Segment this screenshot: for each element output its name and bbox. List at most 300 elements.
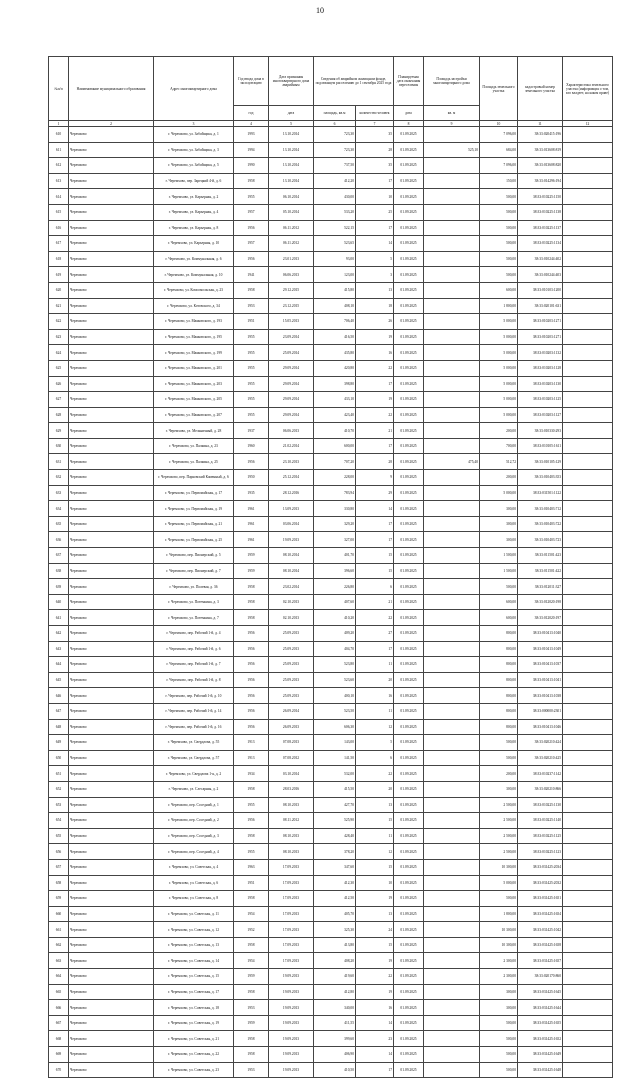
page-number: 10 xyxy=(316,6,324,15)
municipality-cell: Черемхово xyxy=(69,969,154,985)
municipality-cell: Черемхово xyxy=(69,563,154,579)
address-cell: г. Черемхово, ул. Советская, д. 23 xyxy=(154,1062,234,1078)
land-area-intended-cell xyxy=(424,236,480,252)
cadastral-cell: 38:33:010105:1611 xyxy=(518,438,563,454)
date-emergency-cell: 17.09.2013 xyxy=(269,906,314,922)
cadastral-cell: 38:33:020210:424 xyxy=(518,735,563,751)
area-cell: 405,70 xyxy=(314,906,356,922)
planned-date-cell: 01.09.2025 xyxy=(394,376,424,392)
characteristics-cell xyxy=(563,626,613,642)
cadastral-cell: 38:33:000000:2301 xyxy=(518,703,563,719)
cadastral-cell: 38:33:031425:1645 xyxy=(518,984,563,1000)
year-built-cell: 1956 xyxy=(234,641,269,657)
characteristics-cell xyxy=(563,282,613,298)
cadastral-cell: 38:33:010413:1046 xyxy=(518,719,563,735)
address-cell: г. Черемхово, ул. Первомайская, д. 17 xyxy=(154,485,234,501)
address-cell: г. Черемхово, ул. Свердлова, д. 55 xyxy=(154,735,234,751)
table-row xyxy=(49,891,613,907)
residents-cell: 29 xyxy=(356,485,394,501)
characteristics-cell xyxy=(563,891,613,907)
residents-cell: 15 xyxy=(356,937,394,953)
cadastral-cell: 38:33:010225:1137 xyxy=(518,220,563,236)
date-emergency-cell: 25.09.2014 xyxy=(269,345,314,361)
table-row xyxy=(49,438,613,454)
column-number: 2 xyxy=(69,121,154,127)
row-number: 652 xyxy=(49,781,69,797)
address-cell: г. Черемхово, ул. Карьерная, д. 10 xyxy=(154,236,234,252)
row-number: 614 xyxy=(49,189,69,205)
cadastral-cell: 38:33:014296:194 xyxy=(518,173,563,189)
area-cell: 737,50 xyxy=(314,158,356,174)
row-number: 664 xyxy=(49,969,69,985)
municipality-cell: Черемхово xyxy=(69,142,154,158)
residents-cell: 15 xyxy=(356,859,394,875)
date-emergency-cell: 19.09.2013 xyxy=(269,1031,314,1047)
planned-date-cell: 01.09.2025 xyxy=(394,922,424,938)
address-cell: г. Черемхово, ул. Маяковского, д. 195 xyxy=(154,329,234,345)
land-area-intended-cell xyxy=(424,1000,480,1016)
row-number: 647 xyxy=(49,703,69,719)
land-area-cell: 2 300,00 xyxy=(480,969,518,985)
address-cell: г. Черемхово, ул. Советская, д. 14 xyxy=(154,953,234,969)
cadastral-cell: 38:33:031425:1042 xyxy=(518,922,563,938)
cadastral-cell: 38:33:010225:1134 xyxy=(518,236,563,252)
area-cell: 415,50 xyxy=(314,781,356,797)
municipality-cell: Черемхово xyxy=(69,329,154,345)
land-area-intended-cell xyxy=(424,672,480,688)
row-number: 610 xyxy=(49,127,69,143)
land-area-intended-cell xyxy=(424,1047,480,1063)
row-number: 662 xyxy=(49,937,69,953)
characteristics-cell xyxy=(563,314,613,330)
characteristics-cell xyxy=(563,844,613,860)
land-area-cell: 600,00 xyxy=(480,594,518,610)
address-cell: г. Черемхово, ул. Маяковского, д. 207 xyxy=(154,407,234,423)
planned-date-cell: 01.09.2025 xyxy=(394,423,424,439)
year-built-cell: 1963 xyxy=(234,859,269,875)
residents-cell: 19 xyxy=(356,329,394,345)
area-cell: 404,70 xyxy=(314,641,356,657)
year-built-cell: 1955 xyxy=(234,407,269,423)
table-row xyxy=(49,360,613,376)
row-number: 631 xyxy=(49,454,69,470)
cadastral-cell: 38:33:012011:327 xyxy=(518,579,563,595)
cadastral-cell: 38:33:010225:1123 xyxy=(518,844,563,860)
address-cell: г. Черемхово, ул. Маяковского, д. 201 xyxy=(154,360,234,376)
land-area-cell: 684,00 xyxy=(480,142,518,158)
table-row xyxy=(49,376,613,392)
header-characteristics: Характеристика земельного участка (информация о том, кто владеет, на каком праве) xyxy=(563,57,613,121)
characteristics-cell xyxy=(563,641,613,657)
municipality-cell: Черемхово xyxy=(69,1000,154,1016)
address-cell: г. Черемхово, пер. Соседний, д. 2 xyxy=(154,813,234,829)
address-cell: г. Черемхово, ул. Коммунальная, д. 10 xyxy=(154,267,234,283)
planned-date-cell: 01.09.2025 xyxy=(394,501,424,517)
address-cell: г. Черемхово, пер. Рабочий 1-й, д. 10 xyxy=(154,688,234,704)
date-emergency-cell: 29.09.2014 xyxy=(269,407,314,423)
planned-date-cell: 01.09.2025 xyxy=(394,1000,424,1016)
characteristics-cell xyxy=(563,407,613,423)
land-area-intended-cell xyxy=(424,657,480,673)
land-area-intended-cell xyxy=(424,891,480,907)
land-area-cell: 5 000,00 xyxy=(480,392,518,408)
table-row xyxy=(49,984,613,1000)
date-emergency-cell: 25.09.2013 xyxy=(269,657,314,673)
year-built-cell: 1959 xyxy=(234,969,269,985)
land-area-cell: 600,00 xyxy=(480,282,518,298)
table-row xyxy=(49,626,613,642)
land-area-intended-cell xyxy=(424,688,480,704)
municipality-cell: Черемхово xyxy=(69,859,154,875)
area-cell: 412,30 xyxy=(314,875,356,891)
address-cell: г. Черемхово, ул. Первомайская, д. 21 xyxy=(154,516,234,532)
table-row xyxy=(49,298,613,314)
column-number: 10 xyxy=(480,121,518,127)
date-emergency-cell: 13.10.2014 xyxy=(269,158,314,174)
year-built-cell: 1958 xyxy=(234,1047,269,1063)
row-number: 650 xyxy=(49,750,69,766)
characteristics-cell xyxy=(563,220,613,236)
header-land-area-intended: Площадь застройки многоквартирного дома xyxy=(424,57,480,106)
land-area-intended-cell xyxy=(424,485,480,501)
cadastral-cell: 38:33:010244:403 xyxy=(518,267,563,283)
residents-cell: 20 xyxy=(356,781,394,797)
table-row xyxy=(49,251,613,267)
characteristics-cell xyxy=(563,984,613,1000)
land-area-intended-cell xyxy=(424,984,480,1000)
row-number: 635 xyxy=(49,516,69,532)
table-row xyxy=(49,485,613,501)
planned-date-cell: 01.09.2025 xyxy=(394,470,424,486)
row-number: 637 xyxy=(49,548,69,564)
land-area-cell: 5 000,00 xyxy=(480,407,518,423)
planned-date-cell: 01.09.2025 xyxy=(394,251,424,267)
date-emergency-cell: 29.09.2014 xyxy=(269,360,314,376)
area-cell: 430,00 xyxy=(314,189,356,205)
date-emergency-cell: 06.06.2013 xyxy=(269,423,314,439)
row-number: 615 xyxy=(49,204,69,220)
land-area-cell: 10 300,00 xyxy=(480,859,518,875)
row-number: 626 xyxy=(49,376,69,392)
date-emergency-cell: 28.12.2016 xyxy=(269,485,314,501)
area-cell: 399,60 xyxy=(314,1031,356,1047)
table-row xyxy=(49,1062,613,1078)
year-built-cell: 1958 xyxy=(234,282,269,298)
planned-date-cell: 01.09.2025 xyxy=(394,984,424,1000)
land-area-intended-cell xyxy=(424,828,480,844)
row-number: 621 xyxy=(49,298,69,314)
row-number: 649 xyxy=(49,735,69,751)
address-cell: г. Черемхово, ул. Советская, д. 22 xyxy=(154,1047,234,1063)
characteristics-cell xyxy=(563,579,613,595)
cadastral-cell: 38:33:010413:1040 xyxy=(518,626,563,642)
address-cell: г. Черемхово, ул. Маяковского, д. 193 xyxy=(154,314,234,330)
residents-cell: 17 xyxy=(356,376,394,392)
date-emergency-cell: 08.10.2013 xyxy=(269,828,314,844)
row-number: 646 xyxy=(49,688,69,704)
address-cell: г. Черемхово, ул. Потемкина, д. 3 xyxy=(154,594,234,610)
residents-cell: 16 xyxy=(356,345,394,361)
column-number: 12 xyxy=(563,121,613,127)
planned-date-cell: 01.09.2025 xyxy=(394,189,424,205)
residents-cell: 14 xyxy=(356,236,394,252)
year-built-cell: 1955 xyxy=(234,797,269,813)
area-cell: 396,60 xyxy=(314,563,356,579)
row-number: 618 xyxy=(49,251,69,267)
row-number: 612 xyxy=(49,158,69,174)
land-area-intended-cell xyxy=(424,407,480,423)
cadastral-cell: 38:33:012020:198 xyxy=(518,594,563,610)
cadastral-cell: 38:33:031425:1655 xyxy=(518,1015,563,1031)
year-built-cell: 1956 xyxy=(234,703,269,719)
year-built-cell: 1955 xyxy=(234,360,269,376)
address-cell: г. Черемхово, ул. Советская, д. 21 xyxy=(154,1031,234,1047)
municipality-cell: Черемхово xyxy=(69,797,154,813)
address-cell: г. Черемхово, ул. Комсомольская, д. 23 xyxy=(154,282,234,298)
municipality-cell: Черемхово xyxy=(69,423,154,439)
municipality-cell: Черемхово xyxy=(69,703,154,719)
year-built-cell: 1934 xyxy=(234,766,269,782)
land-area-intended-cell xyxy=(424,937,480,953)
land-area-intended-cell xyxy=(424,719,480,735)
land-area-cell: 500,00 xyxy=(480,735,518,751)
row-number: 636 xyxy=(49,532,69,548)
row-number: 644 xyxy=(49,657,69,673)
table-row xyxy=(49,953,613,969)
column-number: 7 xyxy=(356,121,394,127)
land-area-intended-cell xyxy=(424,1015,480,1031)
cadastral-cell: 38:33:010413:1038 xyxy=(518,688,563,704)
area-cell: 226,80 xyxy=(314,579,356,595)
municipality-cell: Черемхово xyxy=(69,189,154,205)
residents-cell: 11 xyxy=(356,703,394,719)
address-cell: г. Черемхово, ул. Советская, д. 15 xyxy=(154,969,234,985)
date-emergency-cell: 17.09.2013 xyxy=(269,875,314,891)
land-area-cell: 500,00 xyxy=(480,1047,518,1063)
table-row xyxy=(49,329,613,345)
land-area-intended-cell xyxy=(424,220,480,236)
date-emergency-cell: 05.10.2014 xyxy=(269,204,314,220)
residents-cell: 17 xyxy=(356,516,394,532)
row-number: 617 xyxy=(49,236,69,252)
municipality-cell: Черемхово xyxy=(69,813,154,829)
row-number: 641 xyxy=(49,610,69,626)
area-cell: 523,60 xyxy=(314,672,356,688)
land-area-intended-cell xyxy=(424,641,480,657)
table-row xyxy=(49,1031,613,1047)
table-row xyxy=(49,610,613,626)
municipality-cell: Черемхово xyxy=(69,236,154,252)
characteristics-cell xyxy=(563,859,613,875)
land-area-intended-cell xyxy=(424,516,480,532)
cadastral-cell: 38:33:011501:422 xyxy=(518,563,563,579)
cadastral-cell: 38:33:031425:1657 xyxy=(518,953,563,969)
cadastral-cell: 38:33:010413:1049 xyxy=(518,641,563,657)
area-cell: 723,30 xyxy=(314,142,356,158)
year-built-cell: 1958 xyxy=(234,937,269,953)
cadastral-cell: 38:33:031425:2034 xyxy=(518,859,563,875)
municipality-cell: Черемхово xyxy=(69,672,154,688)
characteristics-cell xyxy=(563,1047,613,1063)
residents-cell: 15 xyxy=(356,813,394,829)
municipality-cell: Черемхово xyxy=(69,719,154,735)
date-emergency-cell: 07.08.2012 xyxy=(269,750,314,766)
characteristics-cell xyxy=(563,922,613,938)
residents-cell: 20 xyxy=(356,672,394,688)
date-emergency-cell: 08.11.2012 xyxy=(269,813,314,829)
residents-cell: 15 xyxy=(356,548,394,564)
table-row xyxy=(49,703,613,719)
address-cell: г. Черемхово, ул. Карьерная, д. 8 xyxy=(154,220,234,236)
planned-date-cell: 01.09.2025 xyxy=(394,859,424,875)
residents-cell: 16 xyxy=(356,1000,394,1016)
residents-cell: 17 xyxy=(356,438,394,454)
land-area-cell: 2 500,00 xyxy=(480,844,518,860)
area-cell: 330,80 xyxy=(314,501,356,517)
municipality-cell: Черемхово xyxy=(69,579,154,595)
land-area-intended-cell xyxy=(424,501,480,517)
land-area-cell: 2 500,00 xyxy=(480,797,518,813)
characteristics-cell xyxy=(563,1015,613,1031)
land-area-cell: 1 500,00 xyxy=(480,563,518,579)
cadastral-cell: 38:33:010403:723 xyxy=(518,532,563,548)
planned-date-cell: 01.09.2025 xyxy=(394,610,424,626)
row-number: 625 xyxy=(49,360,69,376)
address-cell: г. Черемхово, ул. Забойщика, д. 1 xyxy=(154,127,234,143)
characteristics-cell xyxy=(563,813,613,829)
planned-date-cell: 01.09.2025 xyxy=(394,329,424,345)
land-area-cell: 200,00 xyxy=(480,423,518,439)
area-cell: 401,70 xyxy=(314,548,356,564)
residents-cell: 22 xyxy=(356,969,394,985)
header-date-emergency: Дата признания многоквартирного дома аварийным xyxy=(269,57,314,106)
date-emergency-cell: 08.10.2014 xyxy=(269,548,314,564)
row-number: 645 xyxy=(49,672,69,688)
area-cell: 435,80 xyxy=(314,345,356,361)
characteristics-cell xyxy=(563,657,613,673)
municipality-cell: Черемхово xyxy=(69,438,154,454)
land-area-intended-cell xyxy=(424,875,480,891)
header-sub-date2: дата xyxy=(394,106,424,121)
land-area-intended-cell xyxy=(424,922,480,938)
planned-date-cell: 01.09.2025 xyxy=(394,282,424,298)
year-built-cell: 1958 xyxy=(234,781,269,797)
residents-cell: 15 xyxy=(356,563,394,579)
municipality-cell: Черемхово xyxy=(69,984,154,1000)
cadastral-cell: 38:33:031501:1122 xyxy=(518,485,563,501)
table-row xyxy=(49,423,613,439)
municipality-cell: Черемхово xyxy=(69,516,154,532)
cadastral-cell: 38:33:010403:722 xyxy=(518,516,563,532)
characteristics-cell xyxy=(563,376,613,392)
year-built-cell: 1950 xyxy=(234,470,269,486)
planned-date-cell: 01.09.2025 xyxy=(394,298,424,314)
date-emergency-cell: 17.09.2013 xyxy=(269,922,314,938)
land-area-intended-cell: 475,40 xyxy=(424,454,480,470)
year-built-cell: 1960 xyxy=(234,438,269,454)
cadastral-cell: 38:33:031425:1652 xyxy=(518,1031,563,1047)
area-cell: 408,20 xyxy=(314,953,356,969)
land-area-intended-cell xyxy=(424,204,480,220)
land-area-cell: 500,00 xyxy=(480,1015,518,1031)
land-area-intended-cell xyxy=(424,610,480,626)
characteristics-cell xyxy=(563,189,613,205)
characteristics-cell xyxy=(563,828,613,844)
year-built-cell: 1956 xyxy=(234,813,269,829)
planned-date-cell: 01.09.2025 xyxy=(394,828,424,844)
year-built-cell: 1956 xyxy=(234,719,269,735)
municipality-cell: Черемхово xyxy=(69,657,154,673)
year-built-cell: 1955 xyxy=(234,376,269,392)
characteristics-cell xyxy=(563,875,613,891)
land-area-cell: 800,00 xyxy=(480,641,518,657)
year-built-cell: 1953 xyxy=(234,1062,269,1078)
characteristics-cell xyxy=(563,548,613,564)
characteristics-cell xyxy=(563,1062,613,1078)
residents-cell: 17 xyxy=(356,220,394,236)
residents-cell: 12 xyxy=(356,719,394,735)
year-built-cell: 1959 xyxy=(234,548,269,564)
characteristics-cell xyxy=(563,236,613,252)
municipality-cell: Черемхово xyxy=(69,345,154,361)
municipality-cell: Черемхово xyxy=(69,485,154,501)
residents-cell: 23 xyxy=(356,1031,394,1047)
residents-cell: 19 xyxy=(356,953,394,969)
area-cell: 410,70 xyxy=(314,423,356,439)
date-emergency-cell: 06.10.2014 xyxy=(269,189,314,205)
address-cell: г. Черемхово, пер. Рабочий 1-й, д. 16 xyxy=(154,719,234,735)
area-cell: 415,80 xyxy=(314,282,356,298)
table-row xyxy=(49,937,613,953)
planned-date-cell: 01.09.2025 xyxy=(394,937,424,953)
year-built-cell: 1958 xyxy=(234,579,269,595)
year-built-cell: 1958 xyxy=(234,984,269,1000)
characteristics-cell xyxy=(563,470,613,486)
land-area-intended-cell xyxy=(424,813,480,829)
area-cell: 420,80 xyxy=(314,360,356,376)
land-area-cell: 500,00 xyxy=(480,1031,518,1047)
date-emergency-cell: 23.09.2014 xyxy=(269,329,314,345)
land-area-cell: 800,00 xyxy=(480,657,518,673)
cadastral-cell: 38:33:010225:1150 xyxy=(518,189,563,205)
address-cell: г. Черемхово, ул. Первомайская, д. 19 xyxy=(154,501,234,517)
cadastral-cell: 38:33:013608:819 xyxy=(518,142,563,158)
year-built-cell: 1990 xyxy=(234,158,269,174)
cadastral-cell: 38:33:020415:196 xyxy=(518,127,563,143)
municipality-cell: Черемхово xyxy=(69,891,154,907)
year-built-cell: 1956 xyxy=(234,454,269,470)
year-built-cell: 1951 xyxy=(234,875,269,891)
area-cell: 600,00 xyxy=(314,438,356,454)
address-cell: г. Черемхово, ул. Коммунальная, д. 6 xyxy=(154,251,234,267)
date-emergency-cell: 29.12.2015 xyxy=(269,282,314,298)
column-number: 6 xyxy=(314,121,356,127)
address-cell: г. Черемхово, пер. Рабочий 1-й, д. 8 xyxy=(154,672,234,688)
land-area-cell: 512,72 xyxy=(480,454,518,470)
address-cell: г. Черемхово, ул. Полевая, д. 36 xyxy=(154,579,234,595)
residents-cell: 22 xyxy=(356,407,394,423)
address-cell: г. Черемхово, ул. Советская, д. 19 xyxy=(154,1015,234,1031)
table-row xyxy=(49,813,613,829)
table-row xyxy=(49,781,613,797)
land-area-cell: 800,00 xyxy=(480,626,518,642)
municipality-cell: Черемхово xyxy=(69,953,154,969)
cadastral-cell: 38:33:010203:1132 xyxy=(518,345,563,361)
land-area-cell: 800,00 xyxy=(480,703,518,719)
land-area-intended-cell xyxy=(424,766,480,782)
municipality-cell: Черемхово xyxy=(69,454,154,470)
row-number: 659 xyxy=(49,891,69,907)
